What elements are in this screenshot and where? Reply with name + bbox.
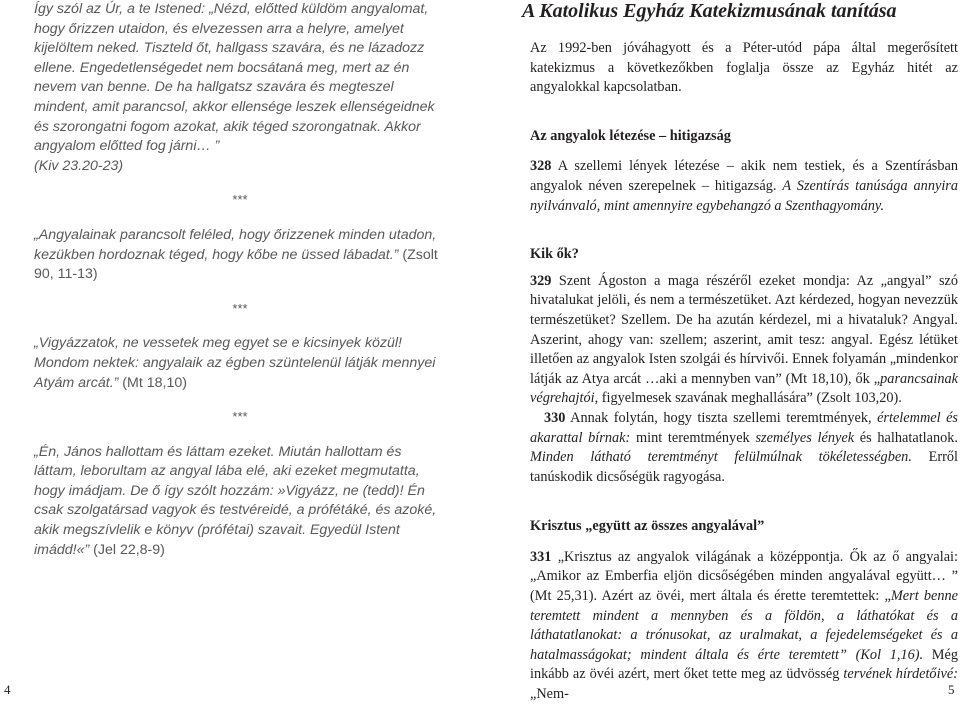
- paragraph-328: 328 A szellemi lények létezése – akik nem testiek, és a Szentírásban angyalok néven szerepelnek – hitigazság. A Szentírás tanúsága annyira nyilvánvaló, mint amennyire egybehangzó a Szenthagyomány.: [530, 158, 959, 214]
- paragraph-329: 329 Szent Ágoston a maga részéről ezeket mondja: Az „angyal” szó hivatalukat jelöli, és nem a természetüket. Azt kérdezed, hogyan nevezzük természetüket? Szellem. De ha azután kérdezel, mi a hivataluk? Angyal. Aszerint, ahogy van: szellem; aszerint, amit tesz: angyal. Egész létüket illetően az angyalok Isten szolgái és hírvivői. Ennek folyamán „mindenkor látják az Atya arcát …aki a mennyben van” (Mt 18,10), ők „parancsainak végrehajtói, figyelmesek szavának meghallására” (Zsolt 103,20).: [530, 272, 958, 407]
- quote-matthew-ref: (Mt 18,10): [118, 374, 187, 391]
- quote-exodus: Így szól az Úr, a te Istened: „Nézd, előtted küldöm angyalomat, hogy őrizzen utaidon, és elvezessen arra a helyre, amelyet kijelöltem neked. Tiszteld őt, hallgass szavára, és ne lázadozz ellene. Engedetlenségedet nem bocsátaná meg, mert az én nevem van benne. De ha hallgatsz szavára és megteszel mindent, amit parancsol, akkor ellensége leszek ellenségeidnek és szorongatni fogom azokat, akik téged szorongatnak. Akkor angyalom előtted fog járni… ” (Kiv 23.20-23): [34, 1, 435, 174]
- paragraph-number: 331: [530, 548, 552, 565]
- paragraph-number: 330: [544, 409, 566, 426]
- paragraph-330: 330 Annak folytán, hogy tiszta szellemi teremtmények, értelemmel és akarattal bírnak: mint teremtmények személyes lények és halhatatlanok. Minden látható teremtményt felülmúlnak tökéletességben. Erről tanúskodik dicsőségük ragyogása.: [530, 409, 959, 485]
- paragraph-331: 331 „Krisztus az angyalok világának a középpontja. Ők az ő angyalai: „Amikor az Emberfia eljön dicsőségében minden angyalával együtt… ” (Mt 25,31). Azért az övéi, mert általa és érette teremtettek: „Mert benne teremtett mindent a mennyben és a földön, a láthatókat és a láthatatlanokat: a trónusokat, az uralmakat, a fejedelemségeket és a hatalmasságokat; mindent általa és érte teremtett” (Kol 1,16). Még inkább az övéi azért, mert őket tette meg az üdvösség tervének hírdetőivé: „Nem-: [530, 548, 959, 703]
- quote-matthew: „Vigyázzatok, ne vessetek meg egyet se e kicsinyek közül! Mondom nektek: angyalaik az égben szüntelenül látják mennyei Atyám arcát.” (Mt 18,10): [34, 335, 436, 391]
- quote-psalm-ref: (Zsolt 90, 11-13): [34, 246, 438, 283]
- separator-stars: ***: [232, 409, 248, 425]
- section-heading-who: Kik ők?: [530, 246, 579, 263]
- intro-paragraph: Az 1992-ben jóváhagyott és a Péter-utód pápa által megerősített katekizmus a következőkben foglalja össze az Egyház hitét az angyalokkal kapcsolatban.: [530, 40, 958, 96]
- separator-stars: ***: [232, 192, 248, 208]
- paragraph-number: 328: [530, 158, 552, 175]
- page-number-right: 5: [948, 682, 955, 697]
- section-heading-existence: Az angyalok létezése – hitigazság: [530, 127, 731, 144]
- paragraph-number: 329: [530, 272, 552, 289]
- chapter-title: A Katolikus Egyház Katekizmusának tanítása: [522, 0, 897, 22]
- quote-psalm: „Angyalainak parancsolt feléled, hogy őrizzenek minden utadon, kezükben hordoznak téged, hogy kőbe ne üssed lábadat.” (Zsolt 90, 11-13): [34, 226, 438, 283]
- section-heading-christ: Krisztus „együtt az összes angyalával”: [530, 518, 765, 535]
- quote-exodus-ref: (Kiv 23.20-23): [34, 157, 124, 174]
- page-number-left: 4: [4, 682, 11, 697]
- quote-revelation-ref: (Jel 22,8-9): [89, 541, 165, 558]
- right-page: [522, 0, 959, 705]
- quote-revelation: „Én, János hallottam és láttam ezeket. Miután hallottam és láttam, leborultam az angyal lába elé, aki ezeket megmutatta, hogy imádjam. De ő így szólt hozzám: »Vigyázz, ne (tedd)! Én csak szolgatársad vagyok és testvéreidé, a prófétáké, és azoké, akik megszívlelik e könyv (prófétai) szavait. Egyedül Istent imádd!«” (Jel 22,8-9): [34, 443, 437, 558]
- left-page: [34, 0, 446, 560]
- separator-stars: ***: [232, 300, 248, 316]
